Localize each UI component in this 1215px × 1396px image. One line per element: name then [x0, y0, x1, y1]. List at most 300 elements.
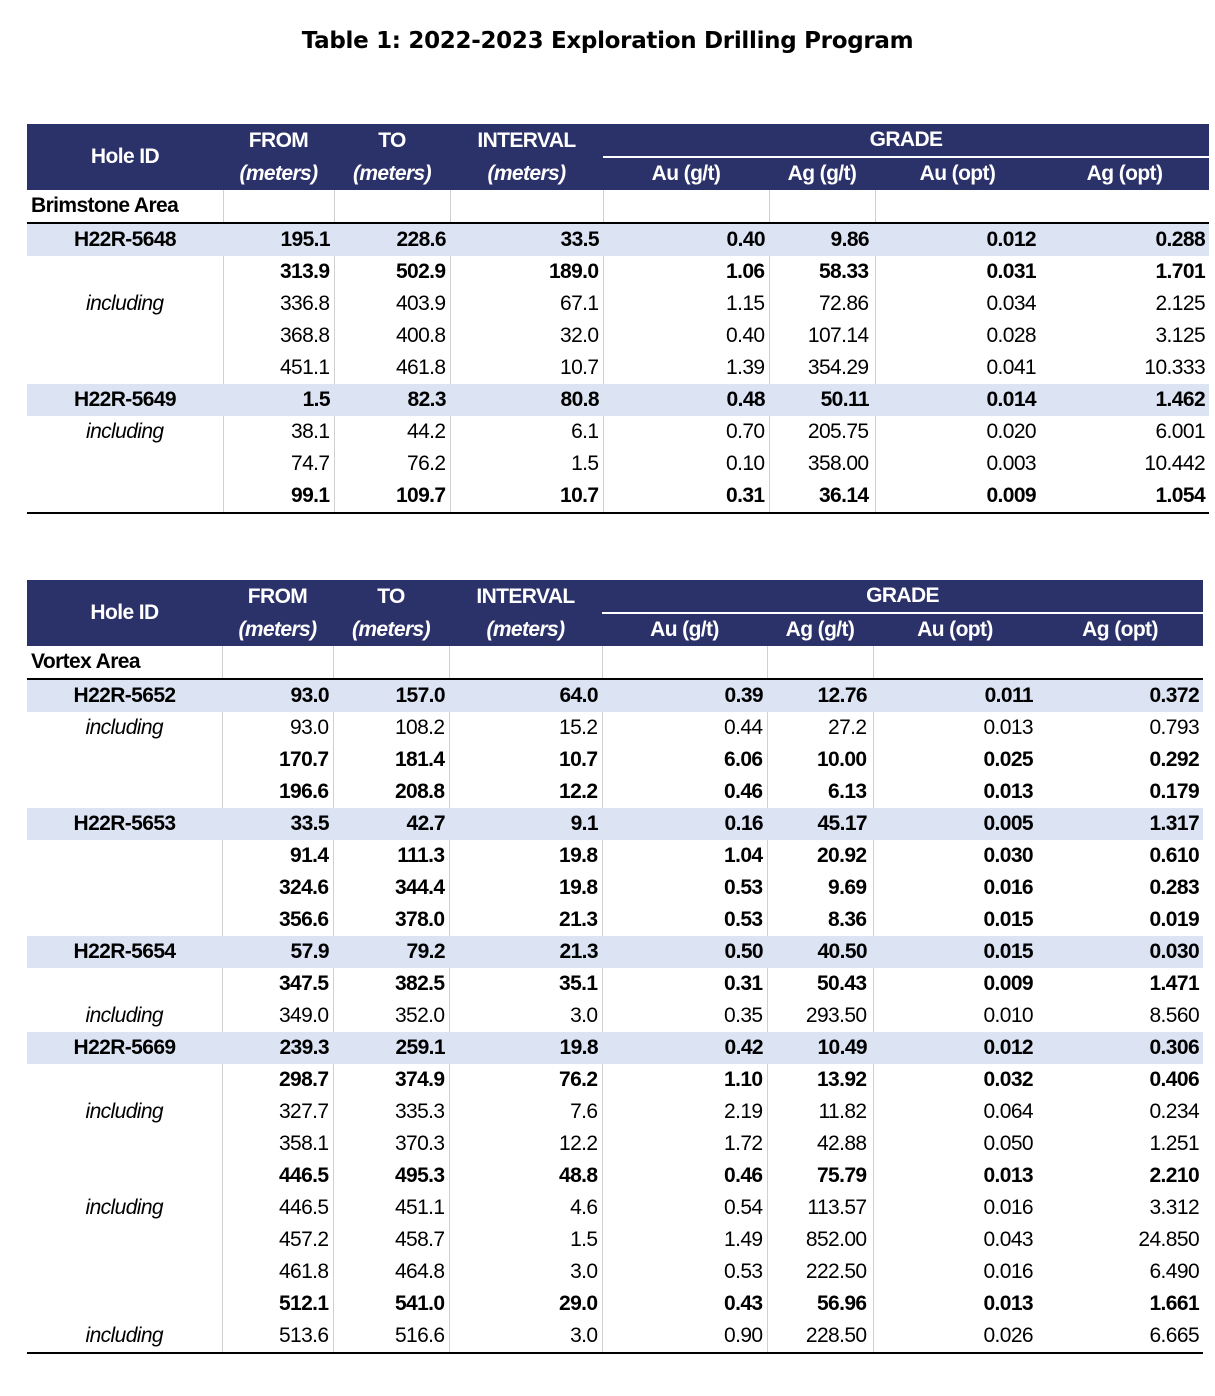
- empty-cell: [603, 190, 769, 223]
- header-interval: INTERVAL: [450, 124, 603, 157]
- from-cell: 313.9: [223, 256, 334, 288]
- row-label-cell: [27, 840, 222, 872]
- au-gt-cell: 0.70: [603, 416, 769, 448]
- interval-cell: 64.0: [449, 679, 602, 712]
- ag-gt-cell: 10.00: [767, 744, 873, 776]
- to-cell: 335.3: [333, 1096, 449, 1128]
- interval-cell: 1.5: [449, 1224, 602, 1256]
- au-opt-cell: 0.015: [873, 936, 1037, 968]
- ag-opt-cell: 0.292: [1149, 748, 1200, 771]
- au-gt-cell: 0.50: [602, 936, 767, 968]
- au-gt-cell: 0.31: [603, 480, 769, 513]
- au-gt-cell: 0.39: [602, 679, 767, 712]
- header-au-gt: Au (g/t): [603, 157, 769, 190]
- row-label-cell: [27, 1288, 222, 1320]
- interval-cell: 6.1: [450, 416, 603, 448]
- row-label-cell: including: [85, 716, 163, 739]
- ag-opt-cell: 0.372: [1037, 679, 1203, 712]
- table-row: [27, 448, 1209, 480]
- table-body: [27, 646, 1203, 1353]
- ag-gt-cell: 852.00: [767, 1224, 873, 1256]
- ag-gt-cell: 10.49: [767, 1032, 873, 1064]
- area-row: [27, 646, 1203, 679]
- to-cell: 495.3: [333, 1160, 449, 1192]
- to-cell: 502.9: [334, 256, 450, 288]
- au-gt-cell: 2.19: [602, 1096, 767, 1128]
- interval-cell: 19.8: [449, 872, 602, 904]
- header-to: TO: [334, 124, 450, 157]
- au-gt-cell: 1.15: [603, 288, 769, 320]
- au-opt-cell: 0.034: [875, 288, 1040, 320]
- au-gt-cell: 0.90: [602, 1320, 767, 1353]
- au-opt-cell: 0.028: [875, 320, 1040, 352]
- to-cell: 344.4: [333, 872, 449, 904]
- ag-opt-cell: 0.179: [1149, 780, 1200, 803]
- row-label-cell: [27, 1064, 222, 1096]
- au-gt-cell: 6.06: [602, 744, 767, 776]
- row-label-cell: including: [85, 1196, 163, 1219]
- from-cell: 57.9: [222, 936, 333, 968]
- ag-opt-cell: 6.001: [1155, 420, 1206, 443]
- table-row: [27, 840, 1203, 872]
- ag-opt-cell: 2.210: [1149, 1164, 1200, 1187]
- table-row: [27, 1224, 1203, 1256]
- interval-cell: 21.3: [449, 904, 602, 936]
- table-row: [27, 968, 1203, 1000]
- row-label-cell: [27, 320, 223, 352]
- header-grade: GRADE: [603, 124, 1209, 157]
- ag-gt-cell: 9.86: [769, 223, 875, 256]
- ag-opt-cell: 3.125: [1155, 324, 1206, 347]
- header-au-gt: Au (g/t): [602, 613, 767, 646]
- table-row: [27, 1000, 1203, 1032]
- page-title: Table 1: 2022-2023 Exploration Drilling Program: [301, 28, 914, 54]
- header-from-units: (meters): [222, 613, 333, 646]
- row-label-cell: [27, 448, 223, 480]
- from-cell: 99.1: [223, 480, 334, 513]
- interval-cell: 3.0: [449, 1256, 602, 1288]
- ag-gt-cell: 40.50: [767, 936, 873, 968]
- to-cell: 378.0: [333, 904, 449, 936]
- table-row: [27, 1160, 1203, 1192]
- au-gt-cell: 0.42: [602, 1032, 767, 1064]
- ag-gt-cell: 50.11: [769, 384, 875, 416]
- row-label-cell: [27, 256, 223, 288]
- header-au-opt: Au (opt): [875, 157, 1040, 190]
- header-from-units: (meters): [223, 157, 334, 190]
- table-row: [27, 1320, 1203, 1353]
- interval-cell: 21.3: [449, 936, 602, 968]
- ag-gt-cell: 56.96: [767, 1288, 873, 1320]
- row-label-cell: [27, 904, 222, 936]
- au-opt-cell: 0.011: [873, 679, 1037, 712]
- to-cell: 109.7: [334, 480, 450, 513]
- hole-id-cell: H22R-5648: [27, 223, 223, 256]
- row-label-cell: [27, 872, 222, 904]
- au-gt-cell: 0.16: [602, 808, 767, 840]
- ag-gt-cell: 9.69: [767, 872, 873, 904]
- from-cell: 1.5: [223, 384, 334, 416]
- from-cell: 327.7: [222, 1096, 333, 1128]
- to-cell: 458.7: [333, 1224, 449, 1256]
- from-cell: 170.7: [222, 744, 333, 776]
- au-gt-cell: 0.46: [602, 776, 767, 808]
- ag-gt-cell: 222.50: [767, 1256, 873, 1288]
- empty-cell: [450, 190, 603, 223]
- au-opt-cell: 0.013: [873, 1288, 1037, 1320]
- interval-cell: 19.8: [449, 840, 602, 872]
- interval-cell: 67.1: [450, 288, 603, 320]
- table-row: [27, 904, 1203, 936]
- row-label-cell: including: [27, 1320, 222, 1353]
- au-opt-cell: 0.030: [873, 840, 1037, 872]
- interval-cell: 3.0: [449, 1000, 602, 1032]
- interval-cell: 12.2: [449, 1128, 602, 1160]
- from-cell: 93.0: [222, 712, 333, 744]
- row-label-cell: [27, 480, 223, 513]
- ag-opt-cell: 6.665: [1037, 1320, 1203, 1353]
- ag-gt-cell: 11.82: [767, 1096, 873, 1128]
- row-label-cell: [27, 1256, 222, 1288]
- to-cell: 541.0: [333, 1288, 449, 1320]
- row-label-cell: including: [85, 1100, 163, 1123]
- empty-cell: [602, 646, 767, 679]
- au-gt-cell: 1.72: [602, 1128, 767, 1160]
- au-opt-cell: 0.032: [873, 1064, 1037, 1096]
- interval-cell: 10.7: [450, 352, 603, 384]
- au-opt-cell: 0.026: [873, 1320, 1037, 1353]
- to-cell: 451.1: [333, 1192, 449, 1224]
- ag-opt-cell: 8.560: [1149, 1004, 1200, 1027]
- ag-gt-cell: 75.79: [767, 1160, 873, 1192]
- au-gt-cell: 0.10: [603, 448, 769, 480]
- ag-gt-cell: 205.75: [769, 416, 875, 448]
- ag-opt-cell: 0.019: [1149, 908, 1200, 931]
- to-cell: 208.8: [333, 776, 449, 808]
- empty-cell: [223, 190, 334, 223]
- table-row: [27, 384, 1209, 416]
- from-cell: 324.6: [222, 872, 333, 904]
- row-label-cell: [27, 776, 222, 808]
- from-cell: 239.3: [222, 1032, 333, 1064]
- to-cell: 108.2: [333, 712, 449, 744]
- interval-cell: 32.0: [450, 320, 603, 352]
- au-opt-cell: 0.016: [873, 1256, 1037, 1288]
- table-row: [27, 320, 1209, 352]
- from-cell: 461.8: [222, 1256, 333, 1288]
- ag-gt-cell: 293.50: [767, 1000, 873, 1032]
- interval-cell: 15.2: [449, 712, 602, 744]
- interval-cell: 9.1: [449, 808, 602, 840]
- empty-cell: [222, 646, 333, 679]
- header-interval: INTERVAL: [449, 580, 602, 613]
- table-row: [27, 936, 1203, 968]
- interval-cell: 29.0: [449, 1288, 602, 1320]
- table-row: [27, 1256, 1203, 1288]
- au-gt-cell: 0.40: [603, 320, 769, 352]
- header-ag-gt: Ag (g/t): [767, 613, 873, 646]
- header-grade: GRADE: [602, 580, 1203, 613]
- au-gt-cell: 0.54: [602, 1192, 767, 1224]
- to-cell: 464.8: [333, 1256, 449, 1288]
- interval-cell: 10.7: [449, 744, 602, 776]
- interval-cell: 10.7: [450, 480, 603, 513]
- ag-gt-cell: 354.29: [769, 352, 875, 384]
- from-cell: 451.1: [223, 352, 334, 384]
- au-opt-cell: 0.009: [875, 480, 1040, 513]
- au-gt-cell: 0.53: [602, 904, 767, 936]
- from-cell: 298.7: [222, 1064, 333, 1096]
- interval-cell: 35.1: [449, 968, 602, 1000]
- au-opt-cell: 0.013: [873, 776, 1037, 808]
- empty-cell: [333, 646, 449, 679]
- ag-gt-cell: 228.50: [767, 1320, 873, 1353]
- brimstone-area-table: [27, 124, 1209, 514]
- row-label-cell: including: [86, 420, 164, 443]
- hole-id-cell: H22R-5649: [27, 384, 223, 416]
- to-cell: 259.1: [333, 1032, 449, 1064]
- ag-opt-cell: 3.312: [1149, 1196, 1200, 1219]
- from-cell: 513.6: [222, 1320, 333, 1353]
- table-body: [27, 190, 1209, 513]
- to-cell: 228.6: [334, 223, 450, 256]
- interval-cell: 189.0: [450, 256, 603, 288]
- ag-gt-cell: 58.33: [769, 256, 875, 288]
- interval-cell: 48.8: [449, 1160, 602, 1192]
- au-gt-cell: 0.40: [603, 223, 769, 256]
- to-cell: 82.3: [334, 384, 450, 416]
- au-opt-cell: 0.016: [873, 872, 1037, 904]
- interval-cell: 4.6: [449, 1192, 602, 1224]
- empty-cell: [449, 646, 602, 679]
- ag-gt-cell: 6.13: [767, 776, 873, 808]
- hole-id-cell: H22R-5652: [27, 679, 222, 712]
- hole-id-cell: H22R-5654: [27, 936, 222, 968]
- from-cell: 336.8: [223, 288, 334, 320]
- interval-cell: 76.2: [449, 1064, 602, 1096]
- au-gt-cell: 0.44: [602, 712, 767, 744]
- header-to: TO: [333, 580, 449, 613]
- from-cell: 195.1: [223, 223, 334, 256]
- empty-cell: [1037, 646, 1203, 679]
- interval-cell: 1.5: [450, 448, 603, 480]
- au-opt-cell: 0.043: [873, 1224, 1037, 1256]
- ag-gt-cell: 113.57: [767, 1192, 873, 1224]
- area-label: Vortex Area: [31, 650, 140, 673]
- area-row: [27, 190, 1209, 223]
- to-cell: 370.3: [333, 1128, 449, 1160]
- au-gt-cell: 1.06: [603, 256, 769, 288]
- interval-cell: 19.8: [449, 1032, 602, 1064]
- au-gt-cell: 0.53: [602, 1256, 767, 1288]
- from-cell: 446.5: [222, 1192, 333, 1224]
- table-row: [27, 872, 1203, 904]
- au-opt-cell: 0.012: [875, 223, 1040, 256]
- ag-gt-cell: 45.17: [767, 808, 873, 840]
- au-gt-cell: 0.48: [603, 384, 769, 416]
- ag-opt-cell: 0.610: [1149, 844, 1200, 867]
- au-gt-cell: 1.49: [602, 1224, 767, 1256]
- row-label-cell: [27, 968, 222, 1000]
- ag-opt-cell: 10.333: [1144, 356, 1206, 379]
- to-cell: 181.4: [333, 744, 449, 776]
- ag-gt-cell: 107.14: [769, 320, 875, 352]
- au-opt-cell: 0.013: [873, 712, 1037, 744]
- ag-gt-cell: 50.43: [767, 968, 873, 1000]
- row-label-cell: [27, 1224, 222, 1256]
- ag-opt-cell: 1.251: [1149, 1132, 1200, 1155]
- row-label-cell: including: [86, 292, 164, 315]
- table-row: [27, 1064, 1203, 1096]
- header-ag-gt: Ag (g/t): [769, 157, 875, 190]
- table-row: [27, 712, 1203, 744]
- table-header: [27, 124, 1209, 190]
- table-row: [27, 223, 1209, 256]
- au-gt-cell: 0.46: [602, 1160, 767, 1192]
- interval-cell: 80.8: [450, 384, 603, 416]
- ag-gt-cell: 36.14: [769, 480, 875, 513]
- to-cell: 352.0: [333, 1000, 449, 1032]
- table-header: [27, 580, 1203, 646]
- to-cell: 111.3: [333, 840, 449, 872]
- ag-opt-cell: 0.406: [1149, 1068, 1200, 1091]
- from-cell: 38.1: [223, 416, 334, 448]
- ag-opt-cell: 1.462: [1040, 384, 1209, 416]
- au-gt-cell: 0.43: [602, 1288, 767, 1320]
- au-opt-cell: 0.012: [873, 1032, 1037, 1064]
- from-cell: 512.1: [222, 1288, 333, 1320]
- row-label-cell: including: [85, 1004, 163, 1027]
- header-hole-id: Hole ID: [27, 580, 222, 646]
- header-ag-opt: Ag (opt): [1040, 157, 1209, 190]
- row-label-cell: [27, 1160, 222, 1192]
- table-row: [27, 1288, 1203, 1320]
- au-opt-cell: 0.064: [873, 1096, 1037, 1128]
- header-to-units: (meters): [334, 157, 450, 190]
- au-gt-cell: 0.35: [602, 1000, 767, 1032]
- header-from: FROM: [222, 580, 333, 613]
- ag-opt-cell: 10.442: [1144, 452, 1206, 475]
- au-opt-cell: 0.015: [873, 904, 1037, 936]
- ag-opt-cell: 1.661: [1149, 1292, 1200, 1315]
- to-cell: 403.9: [334, 288, 450, 320]
- from-cell: 196.6: [222, 776, 333, 808]
- interval-cell: 33.5: [450, 223, 603, 256]
- ag-gt-cell: 12.76: [767, 679, 873, 712]
- ag-opt-cell: 1.054: [1040, 480, 1209, 513]
- au-opt-cell: 0.003: [875, 448, 1040, 480]
- au-gt-cell: 0.31: [602, 968, 767, 1000]
- row-label-cell: [27, 744, 222, 776]
- from-cell: 33.5: [222, 808, 333, 840]
- au-opt-cell: 0.031: [875, 256, 1040, 288]
- to-cell: 76.2: [334, 448, 450, 480]
- ag-opt-cell: 0.288: [1040, 223, 1209, 256]
- table-row: [27, 416, 1209, 448]
- ag-opt-cell: 6.490: [1149, 1260, 1200, 1283]
- au-opt-cell: 0.009: [873, 968, 1037, 1000]
- table-row: [27, 679, 1203, 712]
- ag-gt-cell: 42.88: [767, 1128, 873, 1160]
- header-au-opt: Au (opt): [873, 613, 1037, 646]
- from-cell: 93.0: [222, 679, 333, 712]
- ag-gt-cell: 72.86: [769, 288, 875, 320]
- table-row: [27, 1096, 1203, 1128]
- empty-cell: [873, 646, 1037, 679]
- row-label-cell: [27, 352, 223, 384]
- table-row: [27, 480, 1209, 513]
- area-label: Brimstone Area: [31, 194, 179, 217]
- hole-id-cell: H22R-5653: [27, 808, 222, 840]
- table-row: [27, 352, 1209, 384]
- interval-cell: 3.0: [449, 1320, 602, 1353]
- from-cell: 457.2: [222, 1224, 333, 1256]
- au-gt-cell: 1.39: [603, 352, 769, 384]
- table-row: [27, 1192, 1203, 1224]
- to-cell: 516.6: [333, 1320, 449, 1353]
- from-cell: 347.5: [222, 968, 333, 1000]
- table-row: [27, 1032, 1203, 1064]
- from-cell: 349.0: [222, 1000, 333, 1032]
- interval-cell: 7.6: [449, 1096, 602, 1128]
- to-cell: 42.7: [333, 808, 449, 840]
- ag-gt-cell: 13.92: [767, 1064, 873, 1096]
- au-opt-cell: 0.005: [873, 808, 1037, 840]
- au-opt-cell: 0.041: [875, 352, 1040, 384]
- ag-opt-cell: 0.306: [1037, 1032, 1203, 1064]
- from-cell: 356.6: [222, 904, 333, 936]
- ag-opt-cell: 1.701: [1155, 260, 1206, 283]
- ag-gt-cell: 8.36: [767, 904, 873, 936]
- empty-cell: [767, 646, 873, 679]
- ag-gt-cell: 20.92: [767, 840, 873, 872]
- ag-gt-cell: 27.2: [767, 712, 873, 744]
- au-opt-cell: 0.010: [873, 1000, 1037, 1032]
- empty-cell: [875, 190, 1040, 223]
- empty-cell: [334, 190, 450, 223]
- to-cell: 44.2: [334, 416, 450, 448]
- au-gt-cell: 1.10: [602, 1064, 767, 1096]
- table-row: [27, 744, 1203, 776]
- table-row: [27, 1128, 1203, 1160]
- header-from: FROM: [223, 124, 334, 157]
- ag-opt-cell: 2.125: [1155, 292, 1206, 315]
- ag-opt-cell: 0.234: [1149, 1100, 1200, 1123]
- au-opt-cell: 0.050: [873, 1128, 1037, 1160]
- from-cell: 74.7: [223, 448, 334, 480]
- from-cell: 368.8: [223, 320, 334, 352]
- to-cell: 461.8: [334, 352, 450, 384]
- from-cell: 358.1: [222, 1128, 333, 1160]
- header-interval-units: (meters): [449, 613, 602, 646]
- table-row: [27, 776, 1203, 808]
- au-opt-cell: 0.016: [873, 1192, 1037, 1224]
- empty-cell: [1040, 190, 1209, 223]
- header-interval-units: (meters): [450, 157, 603, 190]
- to-cell: 157.0: [333, 679, 449, 712]
- au-opt-cell: 0.013: [873, 1160, 1037, 1192]
- to-cell: 79.2: [333, 936, 449, 968]
- to-cell: 382.5: [333, 968, 449, 1000]
- ag-gt-cell: 358.00: [769, 448, 875, 480]
- au-gt-cell: 0.53: [602, 872, 767, 904]
- empty-cell: [769, 190, 875, 223]
- au-opt-cell: 0.014: [875, 384, 1040, 416]
- ag-opt-cell: 1.317: [1037, 808, 1203, 840]
- header-hole-id: Hole ID: [27, 124, 223, 190]
- ag-opt-cell: 24.850: [1138, 1228, 1200, 1251]
- hole-id-cell: H22R-5669: [27, 1032, 222, 1064]
